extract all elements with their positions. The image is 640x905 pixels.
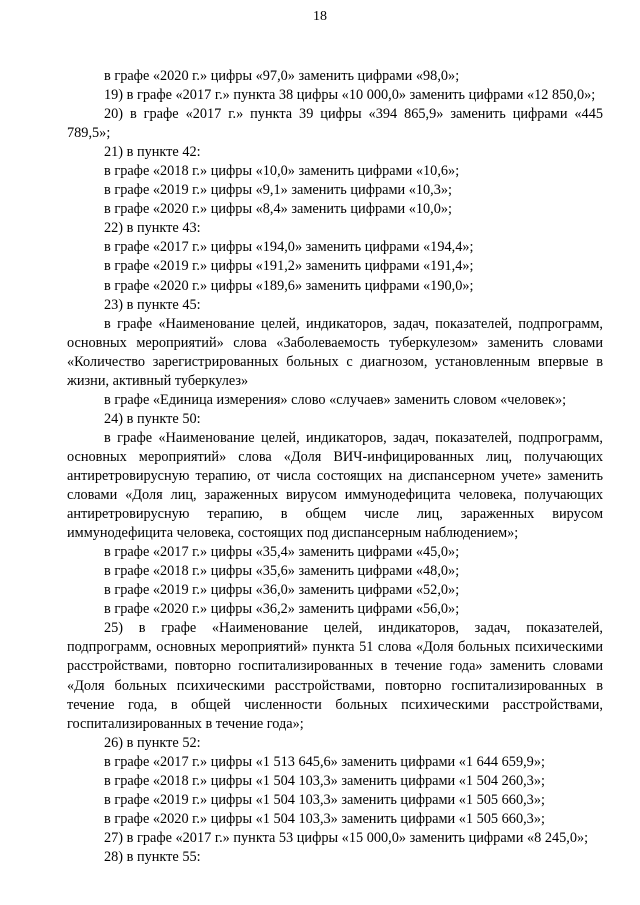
paragraph: 27) в графе «2017 г.» пункта 53 цифры «15 000,0» заменить цифрами «8 245,0»; <box>104 829 589 846</box>
paragraph: 21) в пункте 42: <box>104 144 201 161</box>
paragraph: в графе «Наименование целей, индикаторов, задач, показателей, подпрограмм, основных мероприятий» слова «Доля ВИЧ-инфицированных лиц, получающих антиретровирусную терапию, от числа состоящих на диспансерном учете» заменить словами «Доля лиц, зараженных вирусом иммунодефицита человека, получающих антиретровирусную терапию, в общем числе лиц, зараженных вирусом иммунодефицита человека, состоящих под диспансерным наблюдением»; <box>67 429 603 542</box>
paragraph: 22) в пункте 43: <box>104 220 201 237</box>
paragraph: 19) в графе «2017 г.» пункта 38 цифры «10 000,0» заменить цифрами «12 850,0»; <box>104 87 596 104</box>
document-body <box>67 67 603 867</box>
paragraph: в графе «2020 г.» цифры «97,0» заменить цифрами «98,0»; <box>104 68 460 84</box>
paragraph: 28) в пункте 55: <box>104 848 201 865</box>
paragraph: в графе «Единица измерения» слово «случаев» заменить словом «человек»; <box>104 391 567 408</box>
paragraph: в графе «2019 г.» цифры «1 504 103,3» заменить цифрами «1 505 660,3»; <box>104 791 545 808</box>
paragraph: в графе «Наименование целей, индикаторов, задач, показателей, подпрограмм, основных мероприятий» слова «Заболеваемость туберкулезом» заменить словами «Количество зарегистрированных больных с диагнозом, установленным впервые в жизни, активный туберкулез» <box>67 315 603 389</box>
paragraph: в графе «2020 г.» цифры «189,6» заменить цифрами «190,0»; <box>104 277 474 294</box>
paragraph: в графе «2020 г.» цифры «36,2» заменить цифрами «56,0»; <box>104 601 460 618</box>
paragraph: в графе «2019 г.» цифры «9,1» заменить цифрами «10,3»; <box>104 182 453 199</box>
paragraph: в графе «2018 г.» цифры «1 504 103,3» заменить цифрами «1 504 260,3»; <box>104 772 545 789</box>
paragraph: 26) в пункте 52: <box>104 734 201 751</box>
paragraph: в графе «2020 г.» цифры «1 504 103,3» заменить цифрами «1 505 660,3»; <box>104 810 545 827</box>
paragraph: 23) в пункте 45: <box>104 296 201 313</box>
page-number: 18 <box>313 9 327 24</box>
paragraph: 25) в графе «Наименование целей, индикаторов, задач, показателей, подпрограмм, основных мероприятий» пункта 51 слова «Доля больных психическими расстройствами, повторно госпитализированных в течение года» заменить словами «Доля больных психическими расстройствами, повторно госпитализированных в течение года, в общей численности больных психическими расстройствами, госпитализированных в течение года»; <box>67 620 603 732</box>
paragraph: 24) в пункте 50: <box>104 410 201 427</box>
paragraph: в графе «2018 г.» цифры «35,6» заменить цифрами «48,0»; <box>104 563 460 580</box>
paragraph: в графе «2017 г.» цифры «35,4» заменить цифрами «45,0»; <box>104 544 460 561</box>
paragraph: в графе «2018 г.» цифры «10,0» заменить цифрами «10,6»; <box>104 163 460 180</box>
paragraph: в графе «2017 г.» цифры «1 513 645,6» заменить цифрами «1 644 659,9»; <box>104 753 545 770</box>
paragraph: 20) в графе «2017 г.» пункта 39 цифры «394 865,9» заменить цифрами «445 789,5»; <box>67 106 603 142</box>
paragraph: в графе «2020 г.» цифры «8,4» заменить цифрами «10,0»; <box>104 201 453 218</box>
paragraph: в графе «2019 г.» цифры «191,2» заменить цифрами «191,4»; <box>104 258 474 275</box>
paragraph: в графе «2019 г.» цифры «36,0» заменить цифрами «52,0»; <box>104 582 460 599</box>
paragraph: в графе «2017 г.» цифры «194,0» заменить цифрами «194,4»; <box>104 239 474 256</box>
